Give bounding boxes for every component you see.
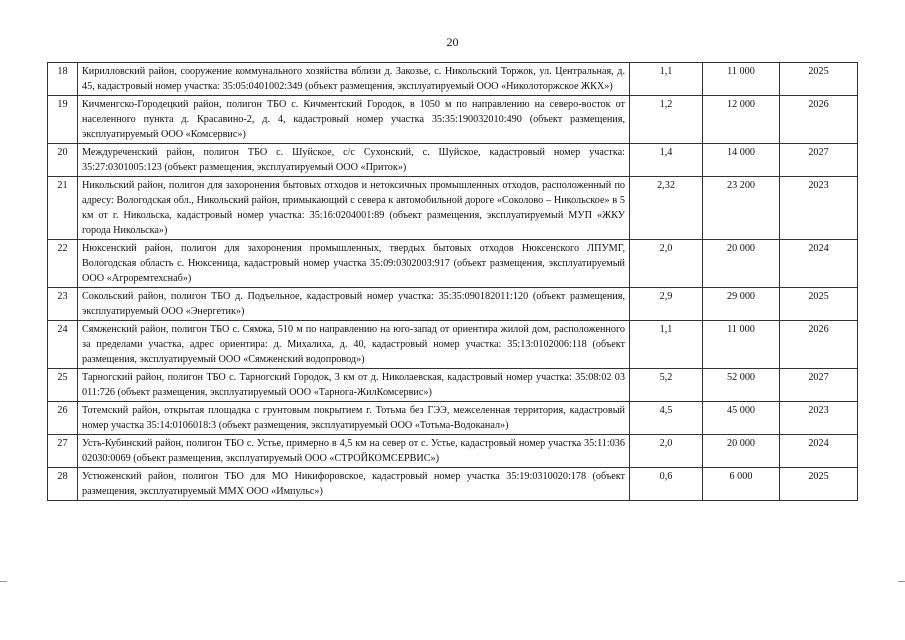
row-number: 28 (48, 468, 78, 501)
volume-value: 29 000 (703, 288, 780, 321)
table-row (48, 63, 858, 96)
capacity-value: 2,0 (630, 435, 703, 468)
capacity-value: 5,2 (630, 369, 703, 402)
row-number: 23 (48, 288, 78, 321)
row-number: 18 (48, 63, 78, 96)
volume-value: 20 000 (703, 435, 780, 468)
site-description: Усть-Кубинский район, полигон ТБО с. Устье, примерно в 4,5 км на север от с. Устье, кадастровый номер участка 35:11:036 02030:0069 (объект размещения, эксплуатируемый ООО «СТРОЙКОМСЕРВИС») (78, 435, 630, 468)
table-row (48, 144, 858, 177)
volume-value: 14 000 (703, 144, 780, 177)
table-row (48, 240, 858, 288)
site-description: Кичменгско-Городецкий район, полигон ТБО с. Кичментский Городок, в 1050 м по направлению на северо-восток от населенного пункта д. Красавино-2, д. 4, кадастровый номер участка 35:35:190032010:490 (объект размещения, эксплуатируемый ООО «Комсервис») (78, 96, 630, 144)
volume-value: 23 200 (703, 177, 780, 240)
site-description: Междуреченский район, полигон ТБО с. Шуйское, с/с Сухонский, с. Шуйское, кадастровый номер участка: 35:27:0301005:123 (объект размещения, эксплуатируемый ООО «Приток») (78, 144, 630, 177)
capacity-value: 4,5 (630, 402, 703, 435)
table-row (48, 177, 858, 240)
row-number: 25 (48, 369, 78, 402)
row-number: 24 (48, 321, 78, 369)
site-description: Нюксенский район, полигон для захоронения промышленных, твердых бытовых отходов Нюксенского ЛПУМГ, Вологодская область с. Нюксеница, кадастровый номер участка 35:09:0302003:917 (объект размещения, эксплуатируемый ООО «Агроремтехснаб») (78, 240, 630, 288)
scan-edge-mark-right (898, 581, 905, 582)
year-value: 2025 (780, 63, 858, 96)
table-row (48, 321, 858, 369)
volume-value: 11 000 (703, 321, 780, 369)
row-number: 26 (48, 402, 78, 435)
row-number: 21 (48, 177, 78, 240)
capacity-value: 1,2 (630, 96, 703, 144)
site-description: Сямженский район, полигон ТБО с. Сямжа, 510 м по направлению на юго-запад от ориентира жилой дом, расположенного за пределами участка, адрес ориентира: д. Михалиха, д. 40, кадастровый номер участка: 35:13:0102006:118 (объект размещения, эксплуатируемый ООО «Сямженский водопровод») (78, 321, 630, 369)
year-value: 2025 (780, 288, 858, 321)
volume-value: 11 000 (703, 63, 780, 96)
year-value: 2024 (780, 240, 858, 288)
year-value: 2027 (780, 144, 858, 177)
capacity-value: 1,1 (630, 63, 703, 96)
site-description: Устюженский район, полигон ТБО для МО Никифоровское, кадастровый номер участка 35:19:0310020:178 (объект размещения, эксплуатируемый ММХ ООО «Импульс») (78, 468, 630, 501)
capacity-value: 2,32 (630, 177, 703, 240)
year-value: 2026 (780, 321, 858, 369)
row-number: 27 (48, 435, 78, 468)
year-value: 2023 (780, 177, 858, 240)
table-row (48, 402, 858, 435)
table-row (48, 435, 858, 468)
year-value: 2025 (780, 468, 858, 501)
site-description: Тарногский район, полигон ТБО с. Тарногский Городок, 3 км от д. Николаевская, кадастровый номер участка: 35:08:02 03 011:726 (объект размещения, эксплуатируемый ООО «Тарнога-ЖилКомсервис») (78, 369, 630, 402)
row-number: 19 (48, 96, 78, 144)
site-description: Сокольский район, полигон ТБО д. Подъельное, кадастровый номер участка: 35:35:090182011:120 (объект размещения, эксплуатируемый ООО «Энергетик») (78, 288, 630, 321)
capacity-value: 1,1 (630, 321, 703, 369)
capacity-value: 0,6 (630, 468, 703, 501)
row-number: 20 (48, 144, 78, 177)
page-number: 20 (446, 35, 459, 49)
volume-value: 52 000 (703, 369, 780, 402)
row-number: 22 (48, 240, 78, 288)
year-value: 2023 (780, 402, 858, 435)
site-description: Тотемский район, открытая площадка с грунтовым покрытием г. Тотьма без ГЭЭ, межселенная территория, кадастровый номер участка 35:14:0106018:3 (объект размещения, эксплуатируемый ООО «Тотьма-Водоканал») (78, 402, 630, 435)
year-value: 2026 (780, 96, 858, 144)
capacity-value: 2,9 (630, 288, 703, 321)
scan-edge-mark-left (0, 581, 7, 582)
waste-sites-table (47, 62, 858, 501)
table-row (48, 96, 858, 144)
table-row (48, 468, 858, 501)
year-value: 2027 (780, 369, 858, 402)
volume-value: 6 000 (703, 468, 780, 501)
site-description: Никольский район, полигон для захоронения бытовых отходов и нетоксичных промышленных отходов, расположенный по адресу: Вологодская обл., Никольский район, примыкающий с севера к автомобильной дороге «Соколово – Никольское» в 5 км от г. Никольска, кадастровый номер участка: 35:16:0204001:89 (объект размещения, эксплуатируемый МУП «ЖКУ города Никольска») (78, 177, 630, 240)
volume-value: 12 000 (703, 96, 780, 144)
table-row (48, 288, 858, 321)
volume-value: 20 000 (703, 240, 780, 288)
site-description: Кирилловский район, сооружение коммунального хозяйства вблизи д. Закозье, с. Никольский Торжок, ул. Центральная, д. 45, кадастровый номер участка: 35:05:0401002:349 (объект размещения, эксплуатируемый ООО «Николоторжское ЖКХ») (78, 63, 630, 96)
year-value: 2024 (780, 435, 858, 468)
capacity-value: 2,0 (630, 240, 703, 288)
table-row (48, 369, 858, 402)
capacity-value: 1,4 (630, 144, 703, 177)
volume-value: 45 000 (703, 402, 780, 435)
